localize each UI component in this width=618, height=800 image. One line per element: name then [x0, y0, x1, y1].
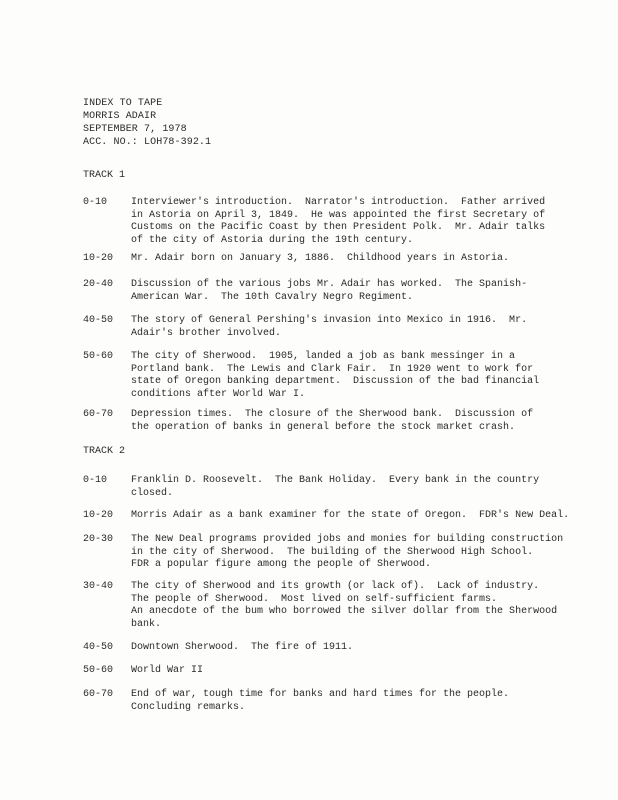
entry-range: 0-10: [83, 475, 108, 486]
entry-range: 20-30: [83, 534, 114, 545]
header-narrator: MORRIS ADAIR: [83, 111, 157, 122]
entry-text: World War II: [131, 665, 204, 676]
entry-text: Depression times. The closure of the Sherwood bank. Discussion of the operation of banks in general before the stock market crash.: [131, 409, 534, 433]
header-accession-number: ACC. NO.: LOH78-392.1: [83, 137, 212, 148]
entry-text: Interviewer's introduction. Narrator's introduction. Father arrived in Astoria on April 3, 1849. He was appointed the first Secretary of Customs on the Pacific Coast by then President Polk. Mr. Adair talks of the city of Astoria during the 19th century.: [131, 197, 546, 246]
entry-range: 40-50: [83, 315, 114, 326]
entry-range: 0-10: [83, 197, 108, 208]
header-title: INDEX TO TAPE: [83, 98, 163, 109]
entry-text: The city of Sherwood and its growth (or lack of). Lack of industry. The people of Sherwood. Most lived on self-sufficient farms. An anecdote of the bum who borrowed the silver dollar from the Sherwood bank.: [131, 581, 558, 630]
header-date: SEPTEMBER 7, 1978: [83, 124, 187, 135]
entry-text: The city of Sherwood. 1905, landed a job as bank messinger in a Portland bank. The Lewis and Clark Fair. In 1920 went to work for state of Oregon banking department. Discussion of the bad financial conditions after World War I.: [131, 351, 540, 400]
entry-text: The New Deal programs provided jobs and monies for building construction in the city of Sherwood. The building of the Sherwood High School. FDR a popular figure among the people of Sherwood.: [131, 534, 564, 570]
entry-range: 40-50: [83, 642, 114, 653]
entry-range: 50-60: [83, 665, 114, 676]
entry-range: 10-20: [83, 253, 114, 264]
entry-text: Downtown Sherwood. The fire of 1911.: [131, 642, 354, 653]
entry-range: 60-70: [83, 409, 114, 420]
entry-range: 10-20: [83, 510, 114, 521]
entry-text: Franklin D. Roosevelt. The Bank Holiday. Every bank in the country closed.: [131, 475, 540, 499]
entry-text: The story of General Pershing's invasion into Mexico in 1916. Mr. Adair's brother involved.: [131, 315, 528, 339]
track-2-label: TRACK 2: [83, 446, 126, 457]
entry-text: Mr. Adair born on January 3, 1886. Childhood years in Astoria.: [131, 253, 510, 264]
entry-range: 60-70: [83, 689, 114, 700]
entry-text: Discussion of the various jobs Mr. Adair has worked. The Spanish- American War. The 10th Cavalry Negro Regiment.: [131, 279, 528, 303]
entry-text: End of war, tough time for banks and hard times for the people. Concluding remarks.: [131, 689, 510, 713]
track-1-label: TRACK 1: [83, 170, 126, 181]
entry-range: 30-40: [83, 581, 114, 592]
entry-range: 20-40: [83, 279, 114, 290]
entry-range: 50-60: [83, 351, 114, 362]
entry-text: Morris Adair as a bank examiner for the state of Oregon. FDR's New Deal.: [131, 510, 570, 521]
document-header: [83, 97, 211, 149]
